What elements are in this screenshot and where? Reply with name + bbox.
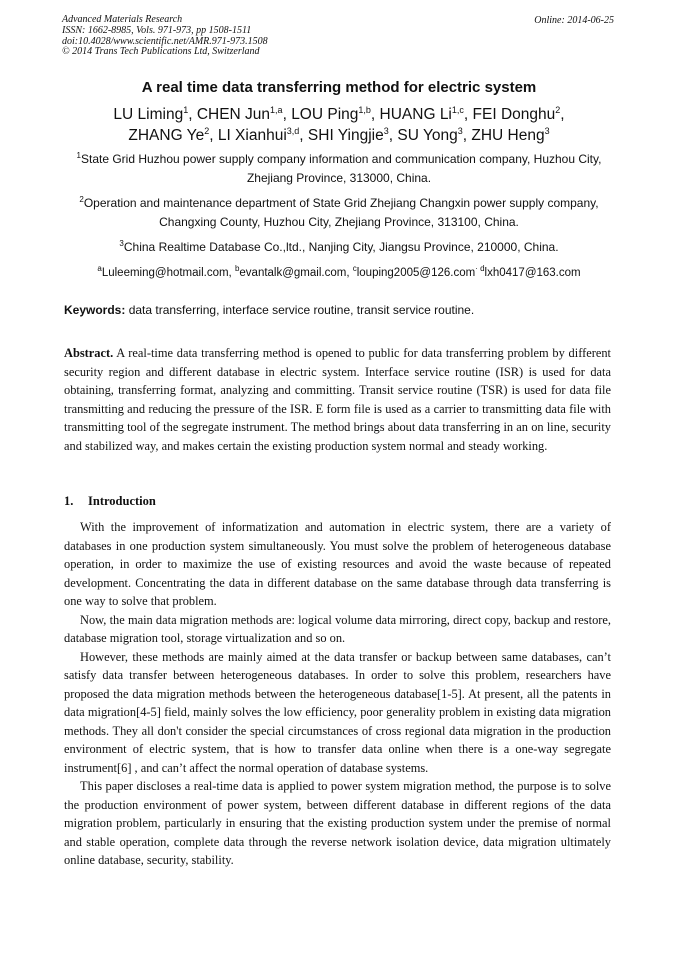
paragraph: With the improvement of informatization and automation in electric system, there are a variety of databases in one production system simultaneously. You must solve the problem of heterogeneous database operation, in order to maximize the use of existing resources and avoid the waste because of repeated development. Concentrating the data in different database on the same database through data transferring is one way to solve that problem.: [64, 520, 611, 608]
author: LI Xianhui$^{3,d}$: [217, 126, 300, 144]
author: LU Liming$^1$: [113, 105, 189, 123]
abstract: [64, 344, 611, 455]
paper-title: A real time data transferring method for electric system: [141, 79, 537, 96]
author-line-2: ZHANG Ye$^2$, LI Xianhui$^{3,d}$, SHI Yingjie$^3$, SU Yong$^3$, ZHU Heng$^3$: [128, 126, 550, 144]
keywords-label: Keywords:: [64, 303, 126, 317]
email[interactable]: $^c$louping2005@126.com: [352, 264, 476, 279]
author-line-1: LU Liming$^1$, CHEN Jun$^{1,a}$, LOU Ping$^{1,b}$, HUANG Li$^{1,c}$, FEI Donghu$^2$,: [113, 105, 565, 123]
keywords-text: data transferring, interface service routine, transit service routine.: [125, 303, 475, 317]
online-date: Online: 2014-06-25: [534, 15, 614, 26]
affiliation-1: $^1$State Grid Huzhou power supply company information and communication company, Huzhou City, Zhejiang Province, 313000, China.: [76, 151, 602, 185]
abstract-label: Abstract.: [64, 346, 114, 360]
author: LOU Ping$^{1,b}$: [291, 105, 371, 123]
abstract-text: A real-time data transferring method is opened to public for data transferring problem by different security region and different database in electric system. Interface service routine (ISR) is used for data obtaining, transferring format, analyzing and committing. Transit service routine (TSR) is used for data file transmitting and reducing the pressure of the ISR. E form file is used as a carrier to transmitting data file with transmitting tool of the segregate instrument. The method brings about data transferring in an on line, security and stabilized way, and makes certain the existing production system normal and steady working.: [64, 346, 611, 453]
affiliation-3: $^3$China Realtime Database Co.,ltd., Nanjing City, Jiangsu Province, 210000, China.: [119, 239, 559, 254]
email[interactable]: $^b$evantalk@gmail.com,: [234, 264, 353, 279]
journal-meta: [62, 15, 268, 58]
author: SU Yong$^3$: [397, 126, 463, 144]
section-heading: [64, 494, 156, 509]
paragraph: However, these methods are mainly aimed at the data transfer or backup between same databases, can’t satisfy data transfer between heterogeneous databases. In order to solve this problem, researchers have proposed the data migration methods between the heterogeneous database[1-5]. At present, all the patents in data migration[4-5] field, mainly solves the low efficiency, poor generality problem in existing data migration methods. They all don't consider the special circumstances of cross regional data migration in the production environment of electric system, that is how to transfer data online when there is a one-way segregate instrument[6] , and can’t affect the normal operation of database systems.: [64, 649, 611, 775]
paragraph: Now, the main data migration methods are: logical volume data mirroring, direct copy, backup and restore, database migration tool, storage virtualization and so on.: [64, 612, 611, 645]
paragraph: This paper discloses a real-time data is applied to power system migration method, the purpose is to solve the production environment of power system, between different database in different regions of the data migration problem, particularly in ensuring that the existing production system under the premise of normal and stable operation, complete data through the reverse network isolation device, data migration ultimately online database, security, stability.: [64, 779, 611, 867]
affiliation-2: $^2$Operation and maintenance department of State Grid Zhejiang Changxin power supply company, Changxing County, Huzhou City, Zhejiang Province, 313100, China.: [79, 195, 599, 229]
copyright: © 2014 Trans Tech Publications Ltd, Switzerland: [62, 46, 260, 58]
author: SHI Yingjie$^3$: [307, 126, 389, 144]
email[interactable]: $^a$Luleeming@hotmail.com,: [97, 264, 235, 279]
issn: ISSN: 1662-8985, Vols. 971-973, pp 1508-1511: [62, 24, 252, 36]
keywords: [64, 303, 474, 317]
section-number: 1.: [64, 494, 74, 508]
email-list: [58, 264, 620, 283]
journal-name: Advanced Materials Research: [62, 14, 183, 25]
author: FEI Donghu$^2$: [472, 105, 561, 123]
author: HUANG Li$^{1,c}$: [379, 105, 464, 123]
author: ZHU Heng$^3$: [471, 126, 550, 144]
author: ZHANG Ye$^2$: [128, 126, 210, 144]
email[interactable]: $^{\cdot d}$lxh0417@163.com: [475, 264, 581, 279]
author: CHEN Jun$^{1,a}$: [196, 105, 283, 123]
doi[interactable]: doi:10.4028/www.scientific.net/AMR.971-973.1508: [62, 35, 268, 47]
section-title: Introduction: [88, 494, 156, 508]
introduction-body: [64, 518, 611, 870]
author-list: [0, 104, 678, 146]
